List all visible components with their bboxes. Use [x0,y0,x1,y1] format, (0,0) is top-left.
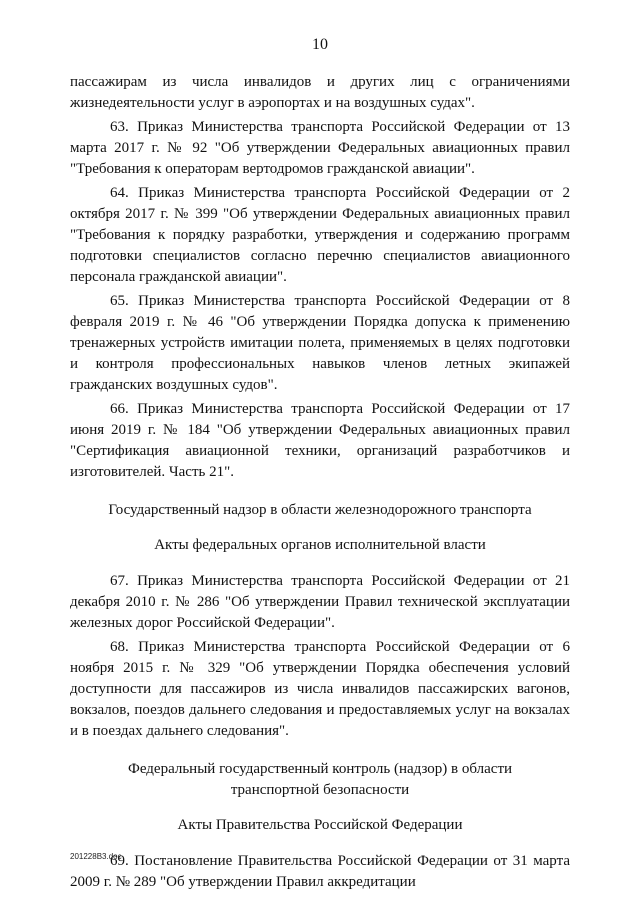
paragraph-item-69: 69. Постановление Правительства Российской Федерации от 31 марта 2009 г. № 289 "Об утверждении Правил аккредитации [70,853,570,890]
paragraph-continuation: пассажирам из числа инвалидов и других лиц с ограничениями жизнедеятельности услуг в аэропортах и на воздушных судах". [70,74,570,111]
section-subheading-rail: Акты федеральных органов исполнительной власти [154,537,486,553]
section-heading-security-line1: Федеральный государственный контроль (надзор) в области [127,761,513,777]
footer-filename: 201228B3.doc [70,852,122,861]
paragraph-item-64: 64. Приказ Министерства транспорта Российской Федерации от 2 октября 2017 г. № 399 "Об утверждении Федеральных авиационных правил "Требования к порядку разработки, утверждения и содержанию программ подготовки специалистов согласно перечню специалистов авиационного персонала гражданской авиации". [70,185,570,285]
section-heading-security-line2: транспортной безопасности [230,782,410,798]
paragraph-item-67: 67. Приказ Министерства транспорта Российской Федерации от 21 декабря 2010 г. № 286 "Об утверждении Правил технической эксплуатации железных дорог Российской Федерации". [70,573,570,631]
paragraph-item-63: 63. Приказ Министерства транспорта Российской Федерации от 13 марта 2017 г. № 92 "Об утверждении Федеральных авиационных правил "Требования к операторам вертодромов гражданской авиации". [70,119,570,177]
paragraph-item-65: 65. Приказ Министерства транспорта Российской Федерации от 8 февраля 2019 г. № 46 "Об утверждении Порядка допуска к применению тренажерных устройств имитации полета, применяемых в целях подготовки и контроля профессиональных навыков членов летных экипажей гражданских воздушных судов". [70,293,570,393]
section-subheading-security: Акты Правительства Российской Федерации [177,817,463,833]
paragraph-item-66: 66. Приказ Министерства транспорта Российской Федерации от 17 июня 2019 г. № 184 "Об утверждении Федеральных авиационных правил "Сертификация авиационной техники, организаций разработчиков и изготовителей. Часть 21". [70,401,570,480]
section-heading-rail: Государственный надзор в области железнодорожного транспорта [108,502,532,518]
document-body [70,72,570,896]
page-number: 10 [312,36,328,53]
paragraph-item-68: 68. Приказ Министерства транспорта Российской Федерации от 6 ноября 2015 г. № 329 "Об утверждении Порядка обеспечения условий доступности для пассажиров из числа инвалидов пассажирских вагонов, вокзалов, поездов дальнего следования и предоставляемых услуг на вокзалах и в поездах дальнего следования". [70,639,570,739]
